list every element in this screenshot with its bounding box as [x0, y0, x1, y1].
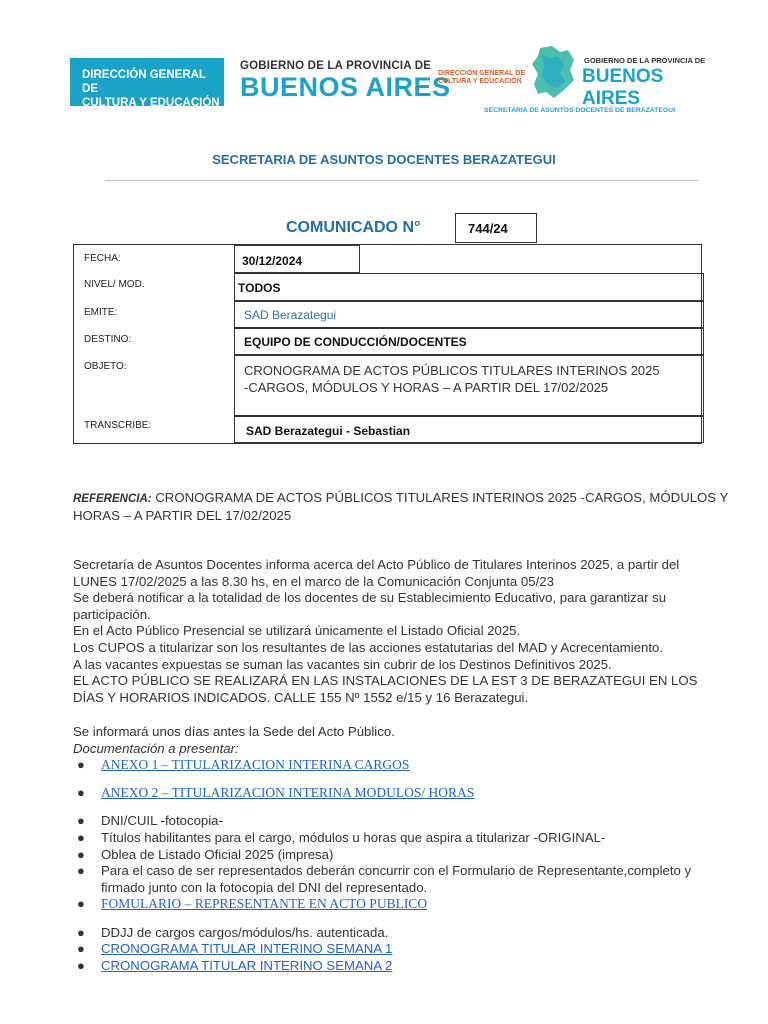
body-line: LUNES 17/02/2025 a las 8.30 hs, en el marco de la Comunicación Conjunta 05/23	[73, 573, 554, 589]
nivel-box	[234, 273, 704, 301]
dgc-logo	[70, 58, 224, 109]
body-line: Se deberá notificar a la totalidad de los docentes de su Establecimiento Educativo, para garantizar su	[73, 590, 667, 606]
oblea-item: Oblea de Listado Oficial 2025 (impresa)	[101, 847, 334, 862]
objeto-line2: -CARGOS, MÓDULOS Y HORAS – A PARTIR DEL 17/02/2025	[244, 380, 609, 395]
body-line: A las vacantes expuestas se suman las vacantes sin cubrir de los Destinos Definitivos 2025.	[73, 656, 612, 672]
destino-value: EQUIPO DE CONDUCCIÓN/DOCENTES	[244, 335, 467, 349]
gba-logo-line1: GOBIERNO DE LA PROVINCIA DE	[240, 60, 432, 72]
representante-item-line2: firmado junto con la fotocopia del DNI del representado.	[101, 880, 428, 895]
dgc-logo-line2: CULTURA Y EDUCACIÓN	[82, 97, 220, 109]
referencia-label: REFERENCIA:	[73, 493, 152, 505]
sad-berazategui-logo	[438, 44, 708, 120]
anexo2-link[interactable]: ANEXO 2 – TITULARIZACION INTERINA MODULOS/ HORAS	[101, 785, 475, 800]
body-line: Los CUPOS a titularizar son los resultantes de las acciones estatutarias del MAD y Acrecentamiento.	[73, 639, 664, 655]
bullet: ●	[77, 896, 85, 911]
anexo1-link[interactable]: ANEXO 1 – TITULARIZACION INTERINA CARGOS	[101, 757, 410, 772]
bullet: ●	[77, 847, 85, 862]
nivel-value: TODOS	[238, 281, 281, 295]
comunicado-number: 744/24	[468, 221, 508, 236]
emite-label: EMITE:	[84, 307, 118, 318]
comunicado-label: COMUNICADO N°	[286, 219, 421, 236]
fecha-label: FECHA:	[84, 253, 121, 264]
sad-logo-ba: BUENOS AIRES	[582, 66, 664, 109]
sad-logo-dgc-line1: DIRECCIÓN GENERAL DE	[438, 70, 525, 77]
objeto-label: OBJETO:	[84, 361, 127, 372]
destino-label: DESTINO:	[84, 334, 132, 345]
referencia-line2: HORAS – A PARTIR DEL 17/02/2025	[73, 507, 292, 523]
gba-logo-line2: BUENOS AIRES	[240, 72, 451, 102]
dgc-logo-line1: DIRECCIÓN GENERAL DE	[82, 69, 206, 95]
bullet: ●	[77, 757, 85, 772]
bullet: ●	[77, 958, 85, 973]
dni-item: DNI/CUIL -fotocopia-	[101, 813, 223, 828]
doc-heading: Documentación a presentar:	[73, 740, 239, 756]
ddjj-item: DDJJ de cargos cargos/módulos/hs. autenticada.	[101, 925, 389, 940]
fecha-value: 30/12/2024	[242, 254, 303, 268]
sede-block	[73, 724, 395, 757]
referencia-line1: CRONOGRAMA DE ACTOS PÚBLICOS TITULARES INTERINOS 2025 -CARGOS, MÓDULOS Y	[155, 490, 729, 505]
sad-logo-secretaria: SECRETARIA DE ASUNTOS DOCENTES DE BERAZATEGUI	[484, 107, 675, 114]
nivel-label: NIVEL/ MOD.	[84, 279, 145, 290]
sede-line: Se informará unos días antes la Sede del Acto Público.	[73, 724, 395, 739]
referencia	[73, 490, 728, 524]
section-title: SECRETARIA DE ASUNTOS DOCENTES BERAZATEGUI	[212, 152, 556, 167]
province-map-icon	[530, 44, 576, 100]
sad-logo-dgc-line2: CULTURA Y EDUCACIÓN	[438, 78, 522, 85]
body-line: participación.	[73, 606, 151, 622]
bullet: ●	[77, 830, 85, 845]
sad-logo-gob: GOBIERNO DE LA PROVINCIA DE	[584, 56, 706, 65]
header-divider	[106, 180, 698, 181]
body-line: EL ACTO PÚBLICO SE REALIZARÁ EN LAS INSTALACIONES DE LA EST 3 DE BERAZATEGUI EN LOS	[73, 673, 698, 689]
sad-logo-dgc	[438, 70, 525, 86]
body-line: DÍAS Y HORARIOS INDICADOS. CALLE 155 Nº 1552 e/15 y 16 Berazategui.	[73, 689, 529, 705]
transcribe-value: SAD Berazategui - Sebastian	[246, 424, 411, 438]
representante-item-line1: Para el caso de ser representados deberán concurrir con el Formulario de Representante,completo y	[101, 863, 692, 878]
transcribe-label: TRANSCRIBE:	[84, 420, 152, 431]
cronograma-semana1-link[interactable]: CRONOGRAMA TITULAR INTERINO SEMANA 1	[101, 941, 393, 956]
comunicado-number-box	[455, 213, 537, 243]
bullet: ●	[77, 925, 85, 940]
cronograma-semana2-link[interactable]: CRONOGRAMA TITULAR INTERINO SEMANA 2	[101, 958, 393, 973]
bullet: ●	[77, 863, 85, 878]
bullet: ●	[77, 785, 85, 800]
body-line: En el Acto Público Presencial se utilizará únicamente el Listado Oficial 2025.	[73, 623, 521, 639]
body-line: Secretaría de Asuntos Docentes informa acerca del Acto Público de Titulares Interinos 2025, a partir del	[73, 557, 680, 572]
bullet: ●	[77, 813, 85, 828]
info-table	[73, 244, 702, 444]
body-paragraph	[73, 557, 697, 706]
bullet: ●	[77, 941, 85, 956]
formulario-link[interactable]: FOMULARIO – REPRESENTANTE EN ACTO PUBLICO	[101, 896, 428, 911]
objeto-line1: CRONOGRAMA DE ACTOS PÚBLICOS TITULARES INTERINOS 2025	[244, 363, 660, 378]
gba-logo	[240, 60, 451, 102]
titulos-item: Títulos habilitantes para el cargo, módulos u horas que aspira a titularizar -ORIGINAL-	[101, 830, 606, 845]
emite-value: SAD Berazategui	[244, 308, 337, 322]
